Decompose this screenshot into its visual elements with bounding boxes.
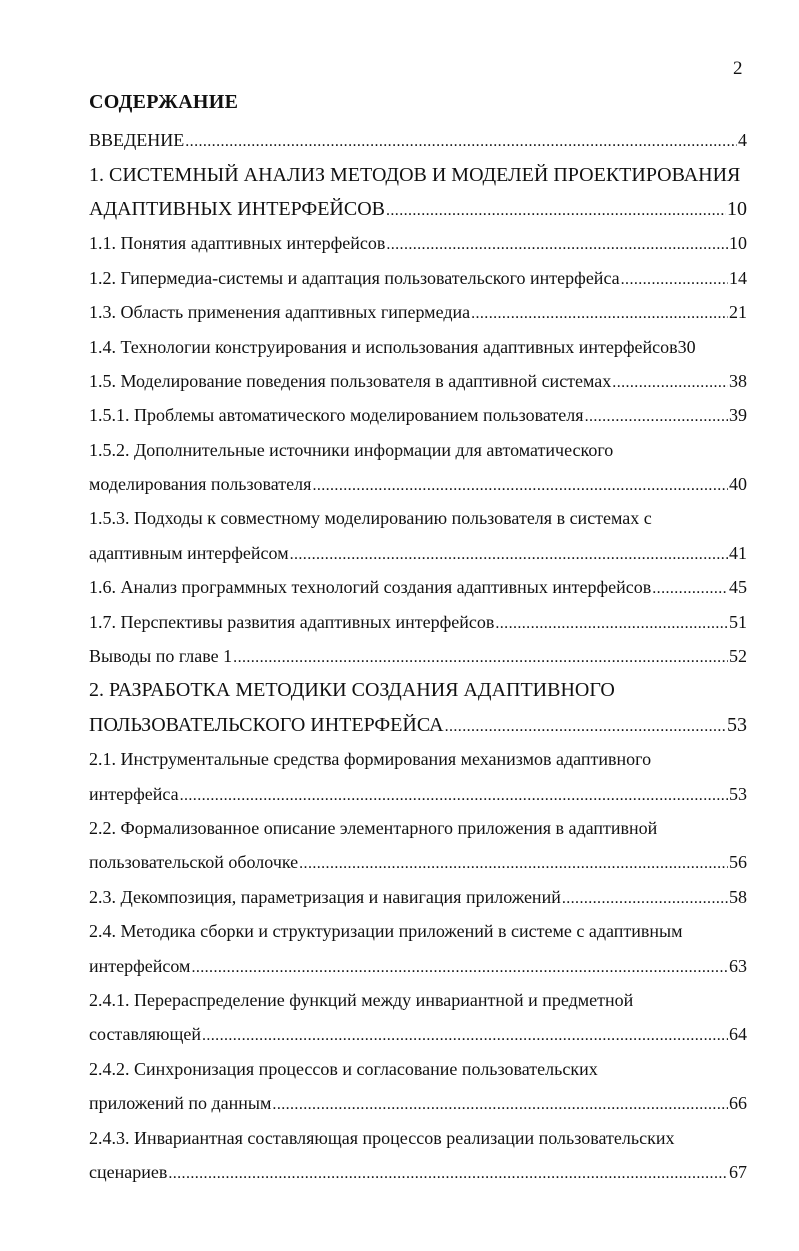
- toc-entry-text: Выводы по главе 1: [89, 646, 233, 667]
- leader-dots: [202, 1028, 728, 1044]
- toc-entry-text: 1.5.2. Дополнительные источники информации для автоматического: [89, 439, 614, 460]
- toc-entry-text: 2.4.2. Синхронизация процессов и согласование пользовательских: [89, 1058, 598, 1079]
- leader-dots: [445, 719, 726, 735]
- leader-dots: [562, 891, 728, 907]
- toc-entry-2-4-2-cont: [89, 1086, 747, 1120]
- toc-entry-text: 1.5.3. Подходы к совместному моделированию пользователя в системах с: [89, 508, 652, 529]
- toc-entry-page: 56: [729, 852, 747, 873]
- toc-entry-chapter-1-cont: [89, 192, 747, 226]
- leader-dots: [168, 1166, 728, 1182]
- toc-entry-1-5-2: [89, 433, 747, 467]
- leader-dots: [471, 306, 728, 322]
- leader-dots: [312, 478, 728, 494]
- toc-entry-text: 1.2. Гипермедиа-системы и адаптация пользовательского интерфейса: [89, 267, 620, 288]
- toc-entry-text: 1.5. Моделирование поведения пользователя в адаптивной системах: [89, 370, 612, 391]
- toc-entry-1-5-3-cont: [89, 536, 747, 570]
- toc-entry-text: 2.4.3. Инвариантная составляющая процессов реализации пользовательских: [89, 1127, 675, 1148]
- toc-entry-page: 64: [729, 1024, 747, 1045]
- leader-dots: [290, 547, 728, 563]
- leader-dots: [180, 788, 728, 804]
- toc-entry-2-4-1-cont: [89, 1017, 747, 1051]
- toc-entry-page: 39: [729, 405, 747, 426]
- toc-entry-text: 1.1. Понятия адаптивных интерфейсов: [89, 233, 386, 254]
- toc-entry-text: 2.4.1. Перераспределение функций между инвариантной и предметной: [89, 989, 634, 1010]
- toc-entry-2-4-3-cont: [89, 1155, 747, 1189]
- toc-entry-chapter-2-cont: [89, 708, 747, 742]
- toc-entry-text: АДАПТИВНЫХ ИНТЕРФЕЙСОВ: [89, 197, 385, 220]
- toc-entry-page: 67: [729, 1161, 747, 1182]
- toc-entry-text: пользовательской оболочке: [89, 852, 299, 873]
- toc-entry-conclusions-1: [89, 639, 747, 673]
- toc-entry-page: 14: [729, 267, 747, 288]
- toc-entry-2-4-2: [89, 1052, 747, 1086]
- toc-entry-2-4-cont: [89, 948, 747, 982]
- toc-entry-1-5-2-cont: [89, 467, 747, 501]
- toc-entry-text: интерфейса: [89, 783, 179, 804]
- toc-entry-text: интерфейсом: [89, 955, 191, 976]
- toc-entry-chapter-1: [89, 157, 747, 191]
- leader-dots: [233, 650, 728, 666]
- toc-entry-chapter-2: [89, 673, 747, 707]
- toc-entry-text: 2.2. Формализованное описание элементарного приложения в адаптивной: [89, 818, 658, 838]
- toc-title: СОДЕРЖАНИЕ: [89, 91, 239, 113]
- toc-entry-2-2: [89, 811, 747, 845]
- toc-entry-page: 4: [738, 130, 747, 151]
- toc-entry-1-5: [89, 364, 747, 398]
- toc-entry-page: 63: [729, 955, 747, 976]
- table-of-contents: [89, 123, 747, 1189]
- toc-entry-1-2: [89, 261, 747, 295]
- toc-entry-2-4-1: [89, 983, 747, 1017]
- leader-dots: [386, 237, 728, 253]
- toc-entry-text: 1.3. Область применения адаптивных гипермедиа: [89, 302, 471, 323]
- leader-dots: [299, 856, 728, 872]
- toc-entry-introduction: [89, 123, 747, 157]
- toc-entry-text: адаптивным интерфейсом: [89, 542, 289, 563]
- toc-entry-text: 2.4. Методика сборки и структуризации приложений в системе с адаптивным: [89, 921, 683, 942]
- toc-entry-2-4-3: [89, 1120, 747, 1154]
- toc-entry-page: 58: [729, 886, 747, 907]
- toc-entry-2-1-cont: [89, 776, 747, 810]
- leader-dots: [612, 375, 728, 391]
- toc-entry-1-6: [89, 570, 747, 604]
- toc-entry-page: 66: [729, 1093, 747, 1114]
- toc-entry-text: 2.3. Декомпозиция, параметризация и навигация приложений: [89, 886, 561, 907]
- toc-entry-text: 2. РАЗРАБОТКА МЕТОДИКИ СОЗДАНИЯ АДАПТИВНОГО: [89, 679, 615, 702]
- toc-entry-page: 53: [727, 713, 747, 736]
- leader-dots: [272, 1097, 728, 1113]
- toc-entry-page: 53: [729, 783, 747, 804]
- toc-entry-1-5-3: [89, 501, 747, 535]
- toc-entry-1-3: [89, 295, 747, 329]
- toc-entry-text: 1.7. Перспективы развития адаптивных интерфейсов: [89, 611, 495, 632]
- leader-dots: [652, 581, 728, 597]
- page-number: 2: [733, 58, 743, 79]
- toc-entry-text: 1.4. Технологии конструирования и использования адаптивных интерфейсов30: [89, 336, 696, 357]
- toc-entry-2-4: [89, 914, 747, 948]
- toc-entry-text: 1. СИСТЕМНЫЙ АНАЛИЗ МЕТОДОВ И МОДЕЛЕЙ ПРОЕКТИРОВАНИЯ: [89, 163, 741, 186]
- leader-dots: [191, 960, 728, 976]
- toc-entry-text: ВВЕДЕНИЕ: [89, 130, 185, 151]
- toc-entry-text: 1.5.1. Проблемы автоматического моделированием пользователя: [89, 405, 584, 426]
- leader-dots: [621, 272, 728, 288]
- toc-entry-page: 38: [729, 370, 747, 391]
- toc-entry-page: 52: [729, 646, 747, 667]
- toc-entry-text: 1.6. Анализ программных технологий создания адаптивных интерфейсов: [89, 577, 652, 598]
- toc-entry-text: ПОЛЬЗОВАТЕЛЬСКОГО ИНТЕРФЕЙСА: [89, 713, 444, 736]
- toc-entry-text: составляющей: [89, 1024, 201, 1045]
- toc-entry-text: 2.1. Инструментальные средства формирования механизмов адаптивного: [89, 749, 652, 770]
- toc-entry-1-4: [89, 329, 747, 363]
- toc-entry-text: приложений по данным: [89, 1093, 272, 1114]
- leader-dots: [386, 203, 726, 219]
- toc-entry-page: 51: [729, 611, 747, 632]
- leader-dots: [585, 409, 728, 425]
- toc-entry-2-3: [89, 880, 747, 914]
- leader-dots: [495, 616, 728, 632]
- toc-entry-page: 40: [729, 474, 747, 495]
- toc-entry-page: 45: [729, 577, 747, 598]
- toc-entry-page: 10: [727, 197, 747, 220]
- toc-entry-page: 10: [729, 233, 747, 254]
- toc-entry-1-5-1: [89, 398, 747, 432]
- toc-entry-1-1: [89, 226, 747, 260]
- toc-entry-page: 41: [729, 542, 747, 563]
- toc-entry-page: 21: [729, 302, 747, 323]
- toc-entry-2-2-cont: [89, 845, 747, 879]
- toc-entry-1-7: [89, 604, 747, 638]
- toc-entry-text: моделирования пользователя: [89, 474, 312, 495]
- toc-entry-2-1: [89, 742, 747, 776]
- leader-dots: [185, 134, 737, 150]
- toc-entry-text: сценариев: [89, 1161, 168, 1182]
